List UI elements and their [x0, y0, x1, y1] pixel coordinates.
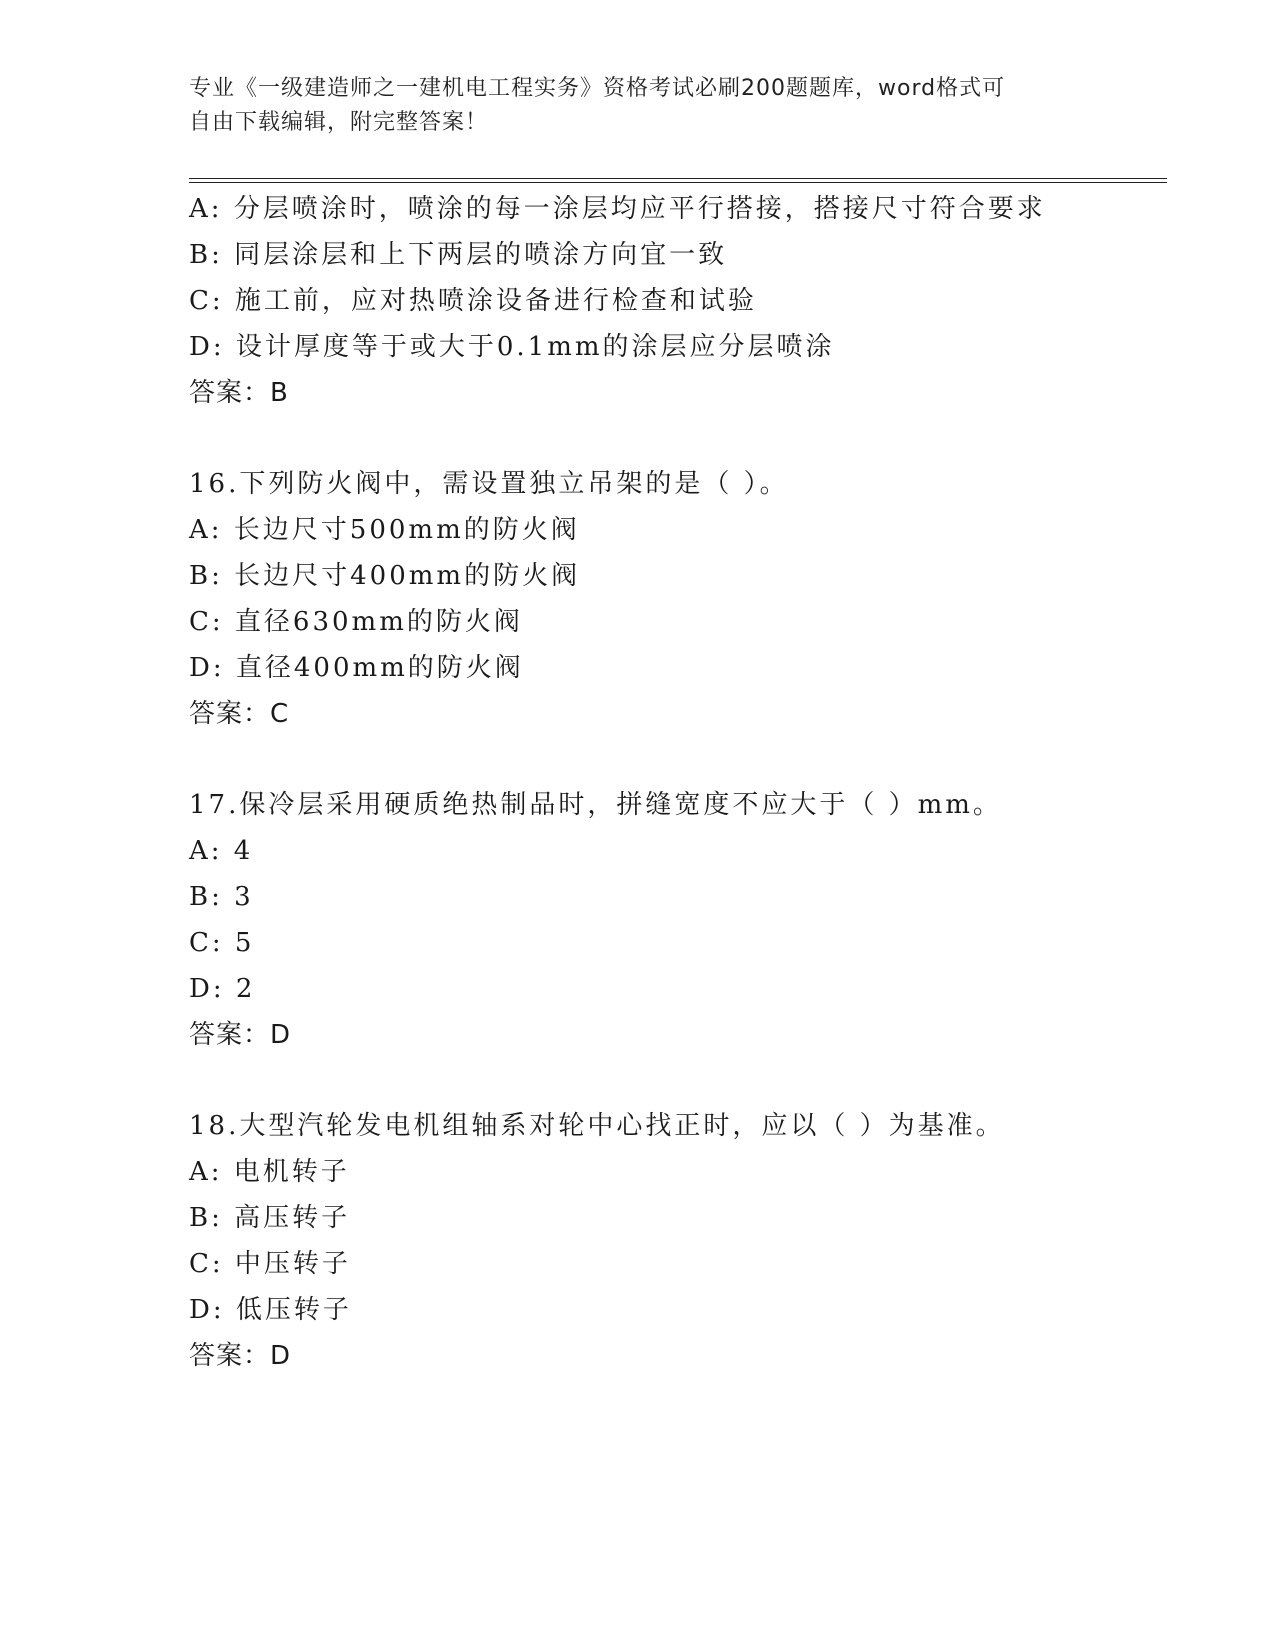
question-17 — [189, 782, 1169, 1058]
option-b: B: 同层涂层和上下两层的喷涂方向宜一致 — [189, 240, 728, 270]
question-15 — [189, 186, 1169, 416]
header-divider-top — [189, 178, 1167, 179]
option-b: B: 高压转子 — [189, 1203, 351, 1233]
option-b: B: 长边尺寸400mm的防火阀 — [189, 561, 581, 591]
option-d: D: 设计厚度等于或大于0.1mm的涂层应分层喷涂 — [189, 332, 835, 362]
answer: 答案：C — [189, 699, 290, 729]
option-c: C: 5 — [189, 928, 255, 958]
question-text: 18.大型汽轮发电机组轴系对轮中心找正时，应以（ ）为基准。 — [189, 1111, 1005, 1141]
option-a: A: 分层喷涂时，喷涂的每一涂层均应平行搭接，搭接尺寸符合要求 — [189, 194, 1046, 224]
answer: 答案：D — [189, 1020, 292, 1050]
question-18 — [189, 1103, 1169, 1379]
question-spacer — [189, 737, 1169, 782]
document-header — [189, 72, 1089, 140]
option-d: D: 2 — [189, 974, 256, 1004]
question-list — [189, 186, 1169, 1379]
option-c: C: 直径630mm的防火阀 — [189, 607, 523, 637]
header-line-2: 自由下载编辑，附完整答案！ — [189, 110, 489, 135]
question-spacer — [189, 416, 1169, 461]
question-text: 17.保冷层采用硬质绝热制品时，拼缝宽度不应大于（ ）mm。 — [189, 790, 1002, 820]
option-a: A: 电机转子 — [189, 1157, 350, 1187]
header-line-1: 专业《一级建造师之一建机电工程实务》资格考试必刷200题题库，word格式可 — [189, 76, 1006, 101]
answer: 答案：D — [189, 1341, 292, 1371]
header-divider-bottom — [189, 182, 1167, 183]
question-16 — [189, 461, 1169, 737]
answer: 答案：B — [189, 378, 289, 408]
question-spacer — [189, 1058, 1169, 1103]
option-a: A: 4 — [189, 836, 254, 866]
option-c: C: 施工前，应对热喷涂设备进行检查和试验 — [189, 286, 757, 316]
option-b: B: 3 — [189, 882, 254, 912]
option-d: D: 直径400mm的防火阀 — [189, 653, 524, 683]
option-d: D: 低压转子 — [189, 1295, 352, 1325]
question-text: 16.下列防火阀中，需设置独立吊架的是（ ）。 — [189, 469, 789, 499]
option-a: A: 长边尺寸500mm的防火阀 — [189, 515, 580, 545]
option-c: C: 中压转子 — [189, 1249, 351, 1279]
